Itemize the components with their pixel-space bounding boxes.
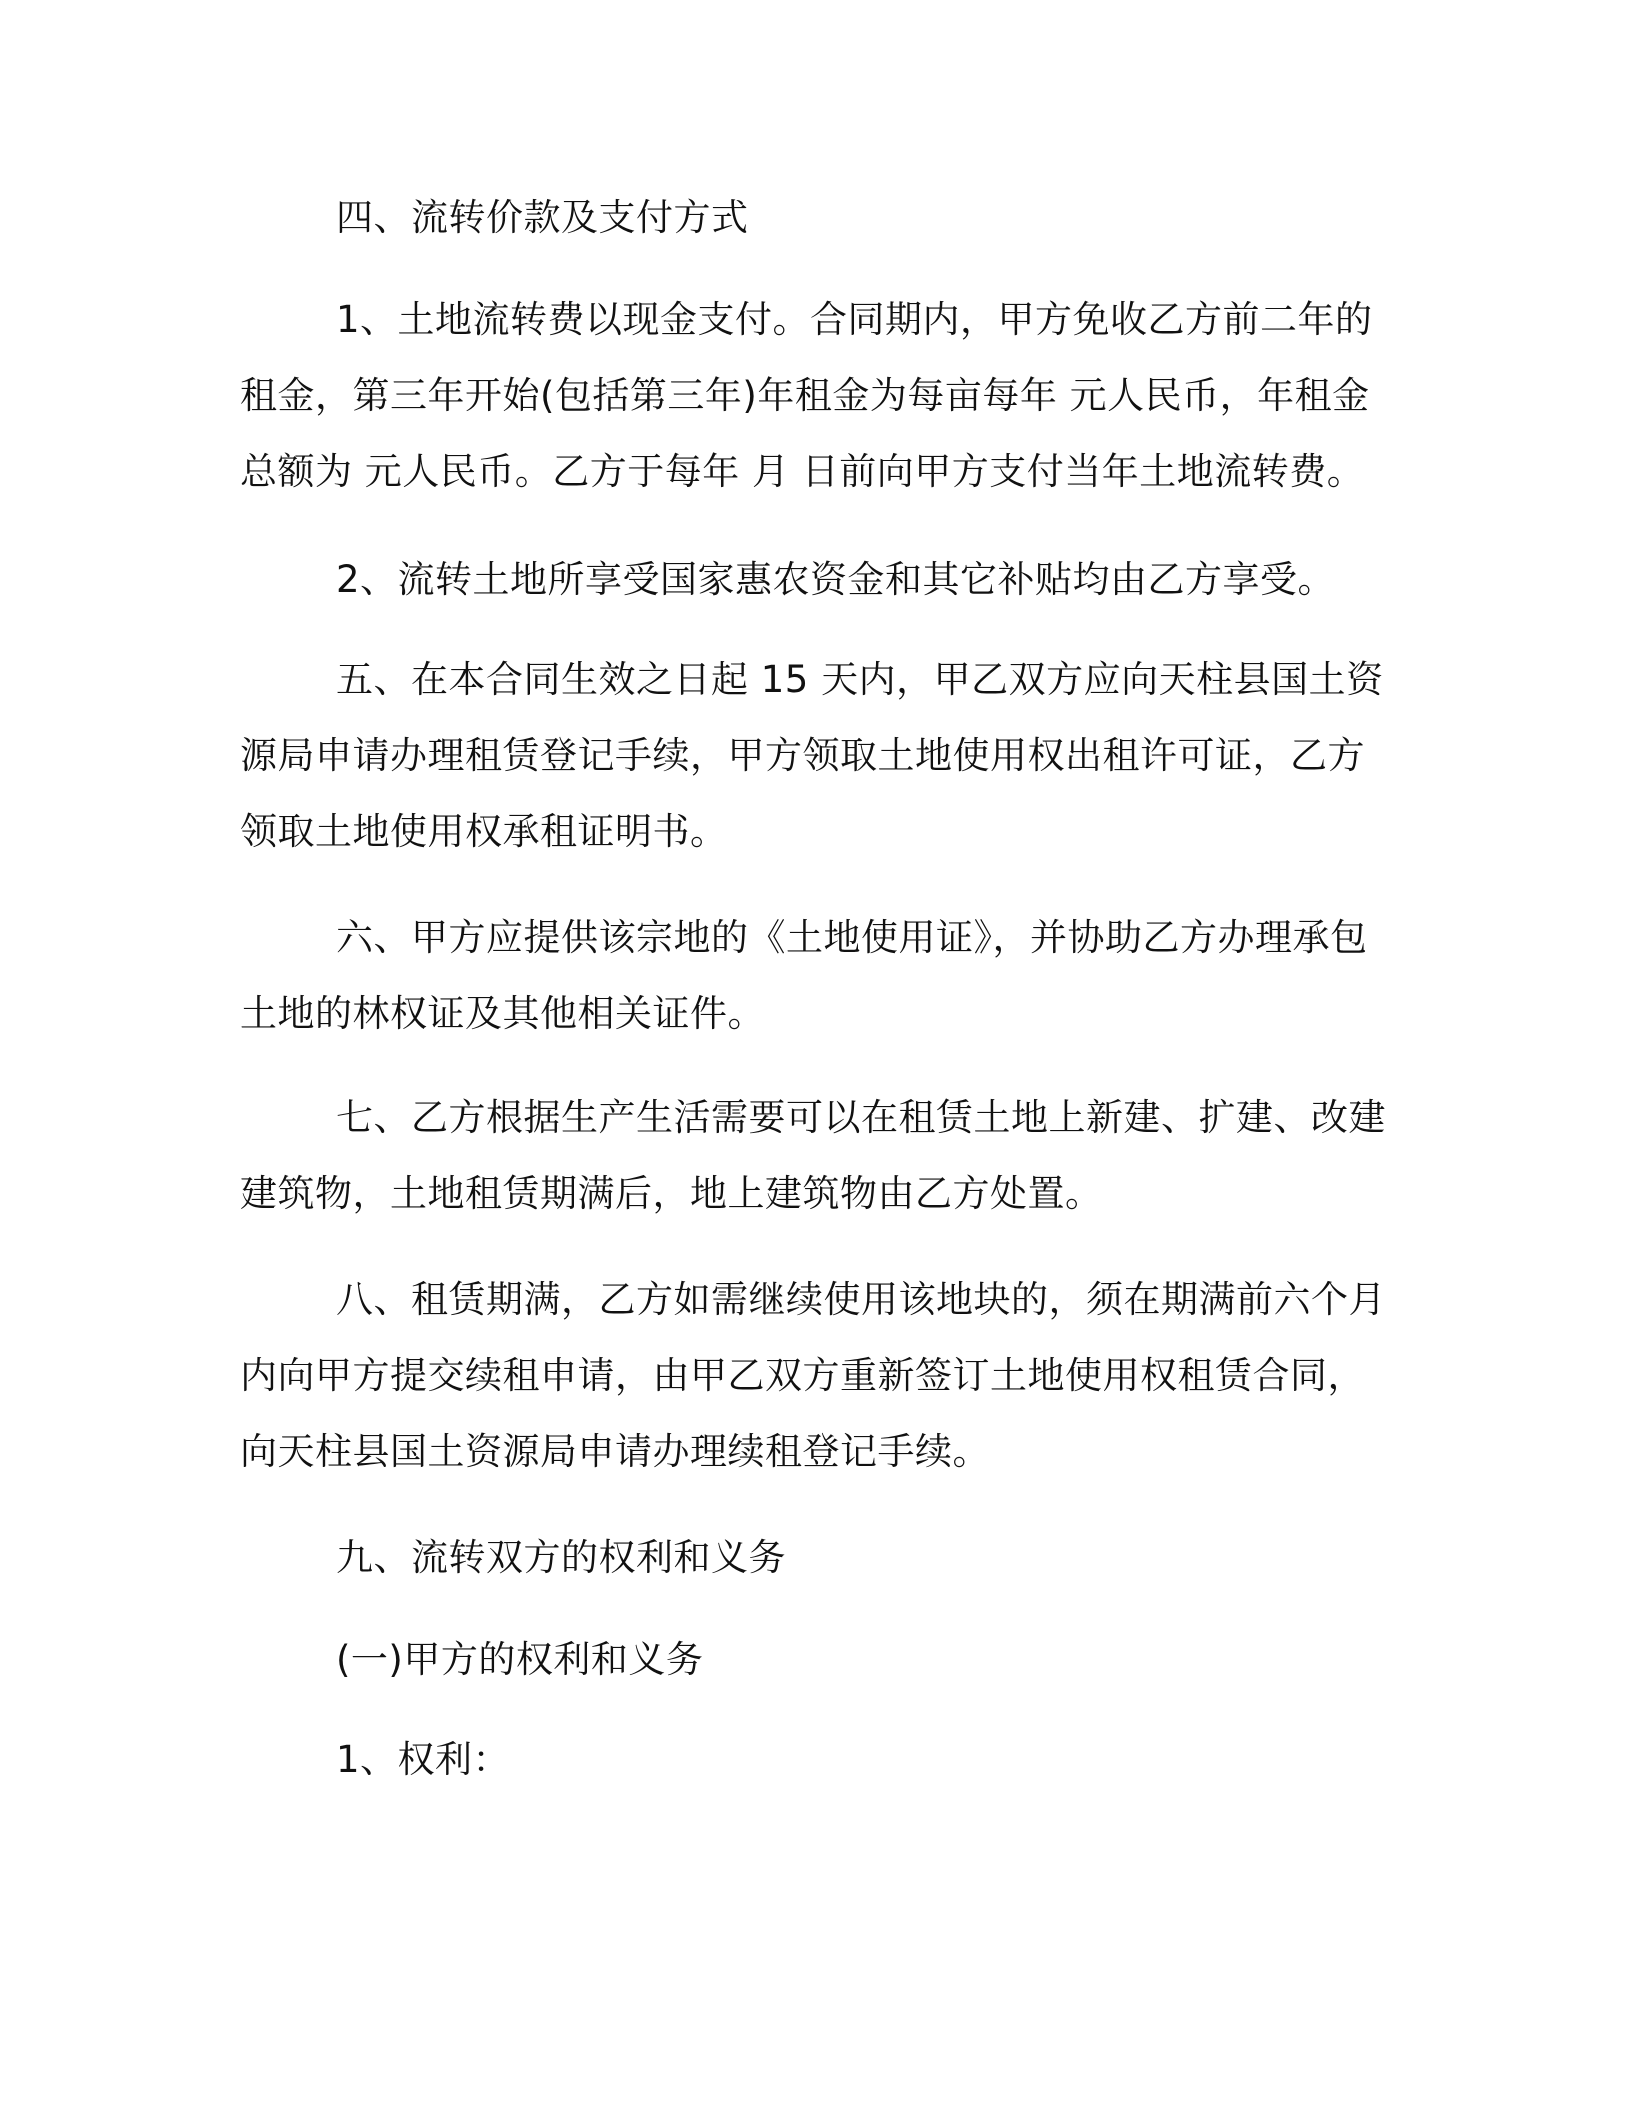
text-line: 四、流转价款及支付方式 bbox=[336, 196, 749, 239]
text-line: 六、甲方应提供该宗地的《土地使用证》，并协助乙方办理承包 bbox=[336, 916, 1368, 959]
text-line: 总额为 元人民币。乙方于每年 月 日前向甲方支付当年土地流转费。 bbox=[240, 450, 1365, 493]
text-line: 内向甲方提交续租申请，由甲乙双方重新签订土地使用权租赁合同， bbox=[240, 1354, 1365, 1397]
text-line: 九、流转双方的权利和义务 bbox=[336, 1536, 786, 1579]
text-line: 1、权利： bbox=[336, 1738, 511, 1781]
paragraph-registration bbox=[240, 642, 1390, 870]
text-line: (一)甲方的权利和义务 bbox=[336, 1638, 704, 1681]
text-line: 五、在本合同生效之日起 15 天内，甲乙双方应向天柱县国土资 bbox=[336, 658, 1384, 701]
text-line: 租金，第三年开始(包括第三年)年租金为每亩每年 元人民币，年租金 bbox=[240, 374, 1370, 417]
list-heading-rights bbox=[240, 1722, 1390, 1798]
paragraph-lease-renewal bbox=[240, 1262, 1390, 1490]
text-line: 七、乙方根据生产生活需要可以在租赁土地上新建、扩建、改建 bbox=[336, 1096, 1386, 1139]
text-line: 建筑物，土地租赁期满后，地上建筑物由乙方处置。 bbox=[240, 1172, 1103, 1215]
paragraph-subsidies bbox=[240, 542, 1390, 618]
section-heading-rights bbox=[240, 1520, 1390, 1596]
paragraph-payment-terms bbox=[240, 282, 1390, 510]
text-line: 2、流转土地所享受国家惠农资金和其它补贴均由乙方享受。 bbox=[336, 558, 1336, 601]
text-line: 源局申请办理租赁登记手续，甲方领取土地使用权出租许可证，乙方 bbox=[240, 734, 1365, 777]
subsection-heading-party-a bbox=[240, 1622, 1390, 1698]
paragraph-construction bbox=[240, 1080, 1390, 1232]
text-line: 1、土地流转费以现金支付。合同期内，甲方免收乙方前二年的 bbox=[336, 298, 1373, 341]
text-line: 向天柱县国土资源局申请办理续租登记手续。 bbox=[240, 1430, 990, 1473]
text-line: 八、租赁期满，乙方如需继续使用该地块的，须在期满前六个月 bbox=[336, 1278, 1386, 1321]
section-heading-payment bbox=[240, 180, 1390, 256]
text-line: 土地的林权证及其他相关证件。 bbox=[240, 992, 765, 1035]
paragraph-land-certificate bbox=[240, 900, 1390, 1052]
text-line: 领取土地使用权承租证明书。 bbox=[240, 810, 728, 853]
